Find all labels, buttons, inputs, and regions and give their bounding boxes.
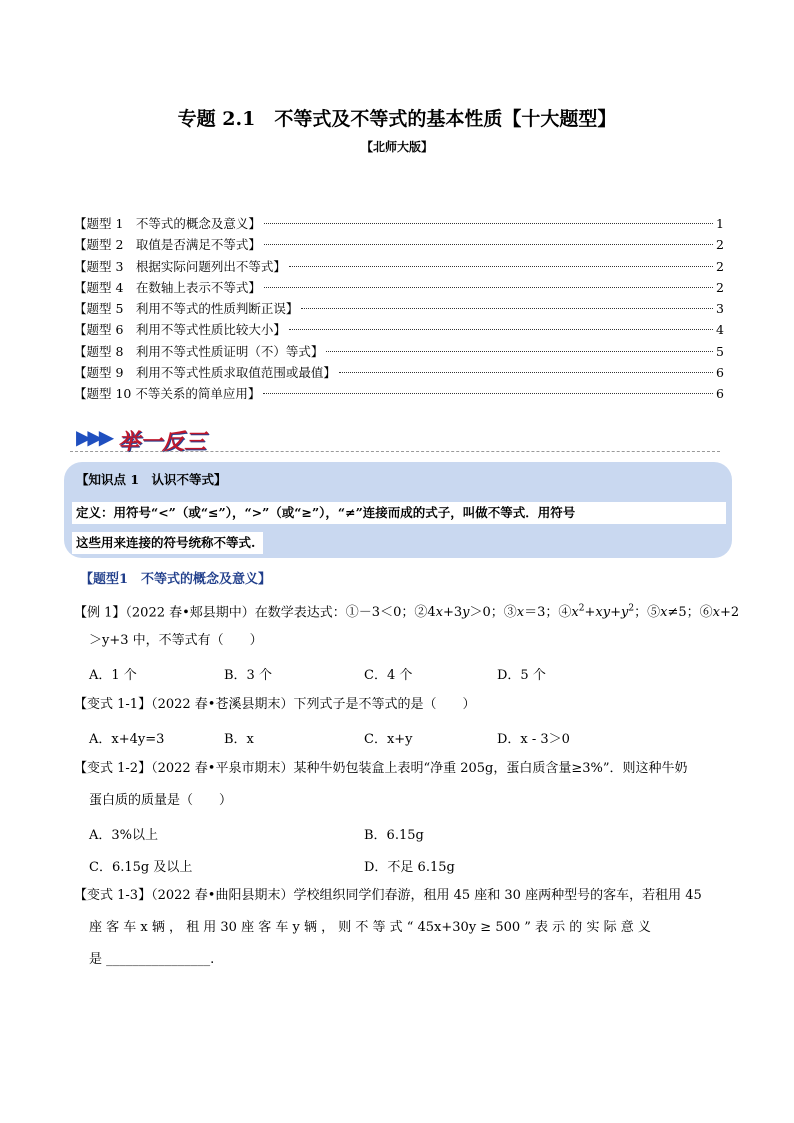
section-banner bbox=[70, 423, 720, 453]
section-title: 【题型1 不等式的概念及意义】 bbox=[80, 572, 272, 587]
triple-arrow-icon: ▶▶▶ bbox=[76, 425, 111, 449]
variant-1-3-question-cont: 座 客 车 x 辆 ， 租 用 30 座 客 车 y 辆 ， 则 不 等 式 “ 45x+30y ≥ 500 ” 表 示 的 实 际 意 义 bbox=[89, 920, 651, 935]
toc-entry[interactable]: 【题型 3 根据实际问题列出不等式】 2 bbox=[74, 258, 724, 274]
option-b[interactable]: B．x bbox=[224, 732, 254, 747]
divider bbox=[70, 451, 720, 452]
variant-1-3-question: 【变式 1-3】（2022 春•曲阳县期末）学校组织同学们春游，租用 45 座和 30 座两种型号的客车，若租用 45 bbox=[74, 888, 702, 903]
example-1-question-cont: ＞y+3 中，不等式有（ ） bbox=[89, 633, 263, 648]
edition-subtitle: 【北师大版】 bbox=[360, 140, 433, 154]
option-a[interactable]: A．x+4y=3 bbox=[89, 732, 165, 747]
option-c[interactable]: C．x+y bbox=[364, 732, 413, 747]
toc-entry[interactable]: 【题型 10 不等关系的简单应用】 6 bbox=[74, 386, 724, 402]
table-of-contents bbox=[74, 213, 724, 405]
option-a[interactable]: A．1 个 bbox=[89, 668, 137, 683]
math-expressions: ①－3＜0；②4x+3y＞0；③x＝3；$④x^2+xy+y^2$；⑤x≠5；⑥x+2 bbox=[345, 604, 740, 621]
variant-1-2-question: 【变式 1-2】（2022 春•平泉市期末）某种牛奶包装盒上表明“净重 205g，蛋白质含量≥3%”．则这种牛奶 bbox=[74, 761, 688, 776]
knowledge-title: 【知识点 1 认识不等式】 bbox=[76, 472, 227, 487]
toc-entry[interactable]: 【题型 5 利用不等式的性质判断正误】 3 bbox=[74, 301, 724, 317]
knowledge-definition-line1: 定义：用符号“<”（或“≤”），“>”（或“≥”），“≠”连接而成的式子，叫做不等式．用符号 bbox=[72, 502, 726, 524]
option-c[interactable]: C．4 个 bbox=[364, 668, 413, 683]
variant-1-2-question-cont: 蛋白质的质量是（ ） bbox=[89, 793, 233, 808]
toc-entry[interactable]: 【题型 2 取值是否满足不等式】 2 bbox=[74, 237, 724, 253]
option-c[interactable]: C．6.15g 及以上 bbox=[89, 860, 193, 875]
option-b[interactable]: B．3 个 bbox=[224, 668, 272, 683]
toc-entry[interactable]: 【题型 9 利用不等式性质求取值范围或最值】 6 bbox=[74, 365, 724, 381]
example-1-question: 【例 1】（2022 春•郏县期中）在数学表达式：①－3＜0；②4x+3y＞0；③x＝3；$④x^2+xy+y^2$；⑤x≠5；⑥x+2 bbox=[74, 604, 740, 621]
option-b[interactable]: B．6.15g bbox=[364, 828, 424, 843]
answer-blank[interactable]: 是 ________________. bbox=[89, 952, 215, 967]
toc-entry[interactable]: 【题型 1 不等式的概念及意义】 1 bbox=[74, 216, 724, 231]
toc-entry[interactable]: 【题型 8 利用不等式性质证明（不）等式】 5 bbox=[74, 343, 724, 359]
option-d[interactable]: D．x - 3＞0 bbox=[497, 732, 570, 747]
toc-entry[interactable]: 【题型 6 利用不等式性质比较大小】 4 bbox=[74, 322, 724, 338]
variant-1-1-question: 【变式 1-1】（2022 春•苍溪县期末）下列式子是不等式的是（ ） bbox=[74, 697, 476, 712]
banner-text: 举一反三 bbox=[118, 430, 207, 455]
option-d[interactable]: D．5 个 bbox=[497, 668, 546, 683]
knowledge-definition-line2: 这些用来连接的符号统称不等式. bbox=[72, 532, 263, 554]
option-a[interactable]: A．3%以上 bbox=[89, 828, 159, 843]
option-d[interactable]: D．不足 6.15g bbox=[364, 860, 455, 875]
toc-entry[interactable]: 【题型 4 在数轴上表示不等式】 2 bbox=[74, 279, 724, 295]
page-title: 专题 2.1 不等式及不等式的基本性质【十大题型】 bbox=[177, 108, 617, 130]
knowledge-point-box bbox=[64, 462, 732, 558]
